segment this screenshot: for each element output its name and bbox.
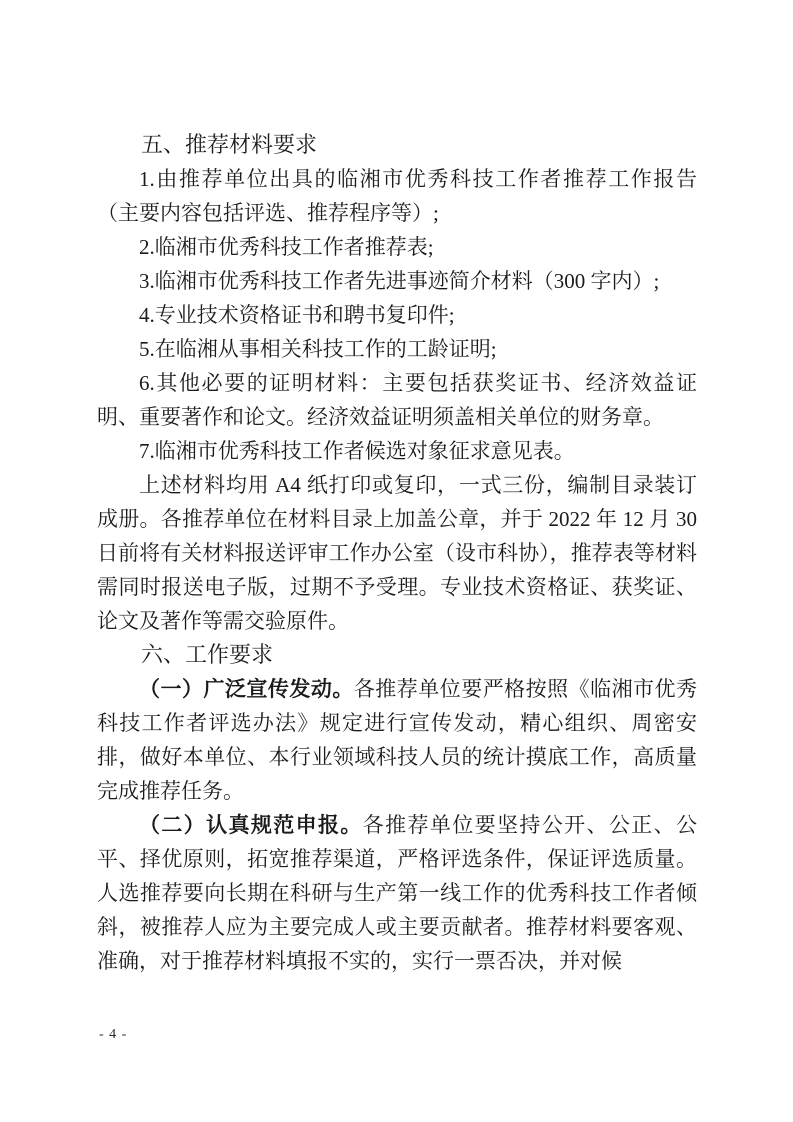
paragraph <box>97 808 697 978</box>
document-body <box>97 128 697 978</box>
text-run: 五、推荐材料要求 <box>141 132 318 157</box>
text-run: 4.专业技术资格证书和聘书复印件; <box>139 303 455 327</box>
text-run: （一）广泛宣传发动。 <box>139 677 354 701</box>
text-run: 1.由推荐单位出具的临湘市优秀科技工作者推荐工作报告（主要内容包括评选、推荐程序等）; <box>97 167 697 225</box>
text-run: 5.在临湘从事相关科技工作的工龄证明; <box>139 337 497 361</box>
paragraph <box>97 366 697 434</box>
paragraph <box>97 298 697 332</box>
section-heading <box>97 128 697 162</box>
text-run: 上述材料均用 A4 纸打印或复印，一式三份，编制目录装订成册。各推荐单位在材料目录上加盖公章，并于 2022 年 12 月 30 日前将有关材料报送评审工作办公室（设市科协），推荐表等材料需同时报送电子版，过期不予受理。专业技术资格证、获奖证、论文及著作等需交验原件。 <box>97 473 697 633</box>
text-run: 6.其他必要的证明材料：主要包括获奖证书、经济效益证明、重要著作和论文。经济效益证明须盖相关单位的财务章。 <box>97 371 697 429</box>
text-run: 六、工作要求 <box>141 642 274 667</box>
text-run: 7.临湘市优秀科技工作者候选对象征求意见表。 <box>139 439 575 463</box>
paragraph <box>97 230 697 264</box>
paragraph <box>97 468 697 638</box>
text-run: （二）认真规范申报。 <box>139 813 363 837</box>
text-run: 各推荐单位要严格按照《临湘市优秀科技工作者评选办法》规定进行宣传发动，精心组织、周密安排，做好本单位、本行业领域科技人员的统计摸底工作，高质量完成推荐任务。 <box>97 677 698 803</box>
text-run: 2.临湘市优秀科技工作者推荐表; <box>139 235 434 259</box>
paragraph <box>97 434 697 468</box>
section-heading <box>97 638 697 672</box>
text-run: 各推荐单位要坚持公开、公正、公平、择优原则，拓宽推荐渠道，严格评选条件，保证评选质量。人选推荐要向长期在科研与生产第一线工作的优秀科技工作者倾斜，被推荐人应为主要完成人或主要贡献者。推荐材料要客观、准确，对于推荐材料填报不实的，实行一票否决，并对候 <box>97 813 697 973</box>
page-number: - 4 - <box>99 1027 128 1042</box>
text-run: 3.临湘市优秀科技工作者先进事迹简介材料（300 字内）; <box>139 269 660 293</box>
paragraph <box>97 264 697 298</box>
paragraph <box>97 162 697 230</box>
paragraph <box>97 332 697 366</box>
paragraph <box>97 672 697 808</box>
